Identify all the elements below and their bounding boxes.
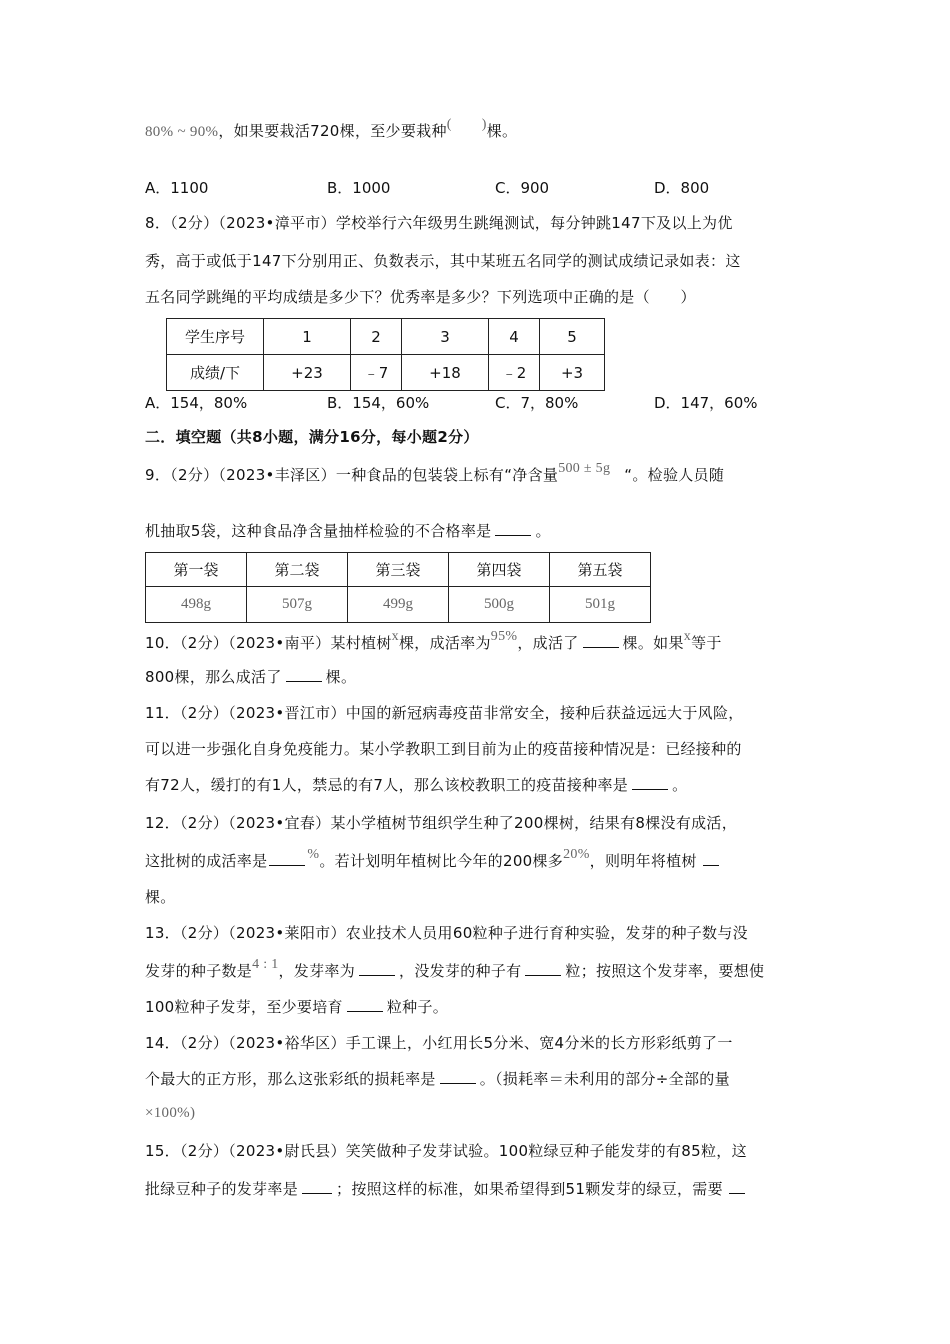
q9-line2 xyxy=(145,520,551,542)
answer-blank[interactable] xyxy=(286,667,322,682)
table-cell: 成绩/下 xyxy=(167,355,264,391)
answer-blank[interactable] xyxy=(729,1179,745,1194)
q14-line3: ×100%) xyxy=(145,1105,196,1121)
table-cell: 501g xyxy=(550,587,651,623)
q7-paren-right: ) xyxy=(481,117,487,132)
q15-text-a: 批绿豆种子的发芽率是 xyxy=(145,1180,299,1198)
table-row xyxy=(167,319,605,355)
q8-option-c: C．7，80% xyxy=(495,394,579,412)
q8-option-d: D．147，60% xyxy=(654,394,758,412)
table-cell: 1 xyxy=(264,319,351,355)
q8-line2: 秀，高于或低于147下分别用正、负数表示，其中某班五名同学的测试成绩记录如表：这 xyxy=(145,252,741,270)
table-cell: 第四袋 xyxy=(449,553,550,587)
q10-text-a: 10．（2分）（2023•南平）某村植树 xyxy=(145,634,392,652)
table-cell: +18 xyxy=(402,355,489,391)
table-cell: 5 xyxy=(540,319,605,355)
q13-text-a: 发芽的种子数是 xyxy=(145,962,253,980)
q11-line2: 可以进一步强化自身免疫能力。某小学教职工到目前为止的疫苗接种情况是：已经接种的 xyxy=(145,740,742,758)
answer-blank[interactable] xyxy=(495,521,531,536)
q10-line2 xyxy=(145,666,356,688)
section-heading: 二．填空题（共8小题，满分16分，每小题2分） xyxy=(145,428,479,446)
q10-text-e: 等于 xyxy=(691,634,722,652)
table-cell: 第一袋 xyxy=(146,553,247,587)
table-cell: 第二袋 xyxy=(247,553,348,587)
q9-text-b: “。检验人员随 xyxy=(624,466,725,484)
table-cell: 4 xyxy=(489,319,540,355)
answer-blank[interactable] xyxy=(302,1179,332,1194)
table-row xyxy=(146,553,651,587)
table-cell: 第三袋 xyxy=(348,553,449,587)
q12-text-b: 。若计划明年植树比今年的200棵多 xyxy=(319,852,564,870)
q10-text-c: ，成活了 xyxy=(517,634,579,652)
q14-text-a: 个最大的正方形，那么这张彩纸的损耗率是 xyxy=(145,1070,436,1088)
q11-line1: 11．（2分）（2023•晋江市）中国的新冠病毒疫苗非常安全，接种后获益远远大于风险， xyxy=(145,704,744,722)
q14-line1: 14．（2分）（2023•裕华区）手工课上，小红用长5分米、宽4分米的长方形彩纸剪了一 xyxy=(145,1034,733,1052)
q12-line2 xyxy=(145,847,719,874)
q15-text-b: ；按照这样的标准，如果希望得到51颗发芽的绿豆，需要 xyxy=(336,1180,723,1198)
answer-blank[interactable] xyxy=(269,851,305,866)
table-row xyxy=(167,355,605,391)
q9-line1 xyxy=(145,461,725,488)
q13-text-f: 粒种子。 xyxy=(386,998,449,1016)
q12-line3: 棵。 xyxy=(145,888,176,906)
q15-line1: 15．（2分）（2023•尉氏县）笑笑做种子发芽试验。100粒绿豆种子能发芽的有85粒，这 xyxy=(145,1142,747,1160)
q13-text-d: 粒；按照这个发芽率，要想使 xyxy=(565,962,765,980)
answer-blank[interactable] xyxy=(583,633,619,648)
table-cell: ﹣7 xyxy=(351,355,402,391)
q10-text-f: 800棵，那么成活了 xyxy=(145,668,282,686)
q7-paren-left: ( xyxy=(446,117,452,132)
q13-line1: 13．（2分）（2023•莱阳市）农业技术人员用60粒种子进行育种实验，发芽的种子数与没 xyxy=(145,924,748,942)
table-cell: 507g xyxy=(247,587,348,623)
q11-text-a: 有72人，缓打的有1人，禁忌的有7人，那么该校教职工的疫苗接种率是 xyxy=(145,776,629,794)
table-cell: 第五袋 xyxy=(550,553,651,587)
table-cell: 3 xyxy=(402,319,489,355)
answer-blank[interactable] xyxy=(440,1069,476,1084)
q13-text-e: 100粒种子发芽，至少要培育 xyxy=(145,998,343,1016)
q7-option-a: A．1100 xyxy=(145,179,209,197)
q13-ratio: 4 : 1 xyxy=(252,957,279,972)
q15-line2 xyxy=(145,1178,745,1200)
q12-pct-sign: % xyxy=(307,847,320,862)
q10-x2: x xyxy=(683,629,692,644)
table-cell: ﹣2 xyxy=(489,355,540,391)
q13-text-b: ，发芽率为 xyxy=(278,962,356,980)
q9-text-a: 9．（2分）（2023•丰泽区）一种食品的包装袋上标有“净含量 xyxy=(145,466,559,484)
q9-bag-table xyxy=(145,552,651,623)
table-cell: 499g xyxy=(348,587,449,623)
answer-blank[interactable] xyxy=(359,961,395,976)
q8-score-table xyxy=(166,318,605,391)
q9-text-d: 。 xyxy=(535,522,551,540)
q8-option-a: A．154，80% xyxy=(145,394,248,412)
q10-text-d: 棵。如果 xyxy=(622,634,684,652)
q12-text-a: 这批树的成活率是 xyxy=(145,852,268,870)
q8-line1: 8．（2分）（2023•漳平市）学校举行六年级男生跳绳测试，每分钟跳147下及以上为优 xyxy=(145,214,733,232)
q7-math-range: 80% ~ 90% xyxy=(145,124,219,140)
q9-text-c: 机抽取5袋，这种食品净含量抽样检验的不合格率是 xyxy=(145,522,492,540)
q10-text-b: 棵，成活率为 xyxy=(398,634,491,652)
q12-pct: 20% xyxy=(563,847,590,862)
q10-text-g: 棵。 xyxy=(325,668,357,686)
q14-line2 xyxy=(145,1068,730,1090)
q14-text-b: 。（损耗率＝未利用的部分÷全部的量 xyxy=(479,1070,730,1088)
q11-line3 xyxy=(145,774,687,796)
answer-blank[interactable] xyxy=(347,997,383,1012)
q12-text-c: ，则明年将植树 xyxy=(589,852,697,870)
table-cell: 498g xyxy=(146,587,247,623)
q13-text-c: ，没发芽的种子有 xyxy=(399,962,522,980)
q8-line3: 五名同学跳绳的平均成绩是多少下？优秀率是多少？下列选项中正确的是（ ） xyxy=(145,288,696,306)
answer-blank[interactable] xyxy=(525,961,561,976)
q12-line1: 12．（2分）（2023•宜春）某小学植树节组织学生种了200棵树，结果有8棵没有成活， xyxy=(145,814,738,832)
q10-line1 xyxy=(145,629,722,656)
q13-line2 xyxy=(145,957,765,984)
table-cell: +23 xyxy=(264,355,351,391)
q7-text: ，如果要栽活720棵，至少要栽种 xyxy=(218,122,447,140)
table-cell: 500g xyxy=(449,587,550,623)
q7-option-c: C．900 xyxy=(495,179,550,197)
q7-option-d: D．800 xyxy=(654,179,710,197)
answer-blank[interactable] xyxy=(632,775,668,790)
q13-line3 xyxy=(145,996,448,1018)
q7-tail: 棵。 xyxy=(486,122,518,140)
table-cell: +3 xyxy=(540,355,605,391)
table-row xyxy=(146,587,651,623)
q7-line xyxy=(145,117,518,144)
answer-blank[interactable] xyxy=(703,851,719,866)
table-cell: 2 xyxy=(351,319,402,355)
q11-text-b: 。 xyxy=(672,776,688,794)
q7-option-b: B．1000 xyxy=(327,179,391,197)
q10-pct: 95% xyxy=(490,629,518,644)
q9-math: 500 ± 5g xyxy=(558,461,611,476)
table-cell: 学生序号 xyxy=(167,319,264,355)
q10-x1: x xyxy=(391,629,399,644)
q8-option-b: B．154，60% xyxy=(327,394,430,412)
